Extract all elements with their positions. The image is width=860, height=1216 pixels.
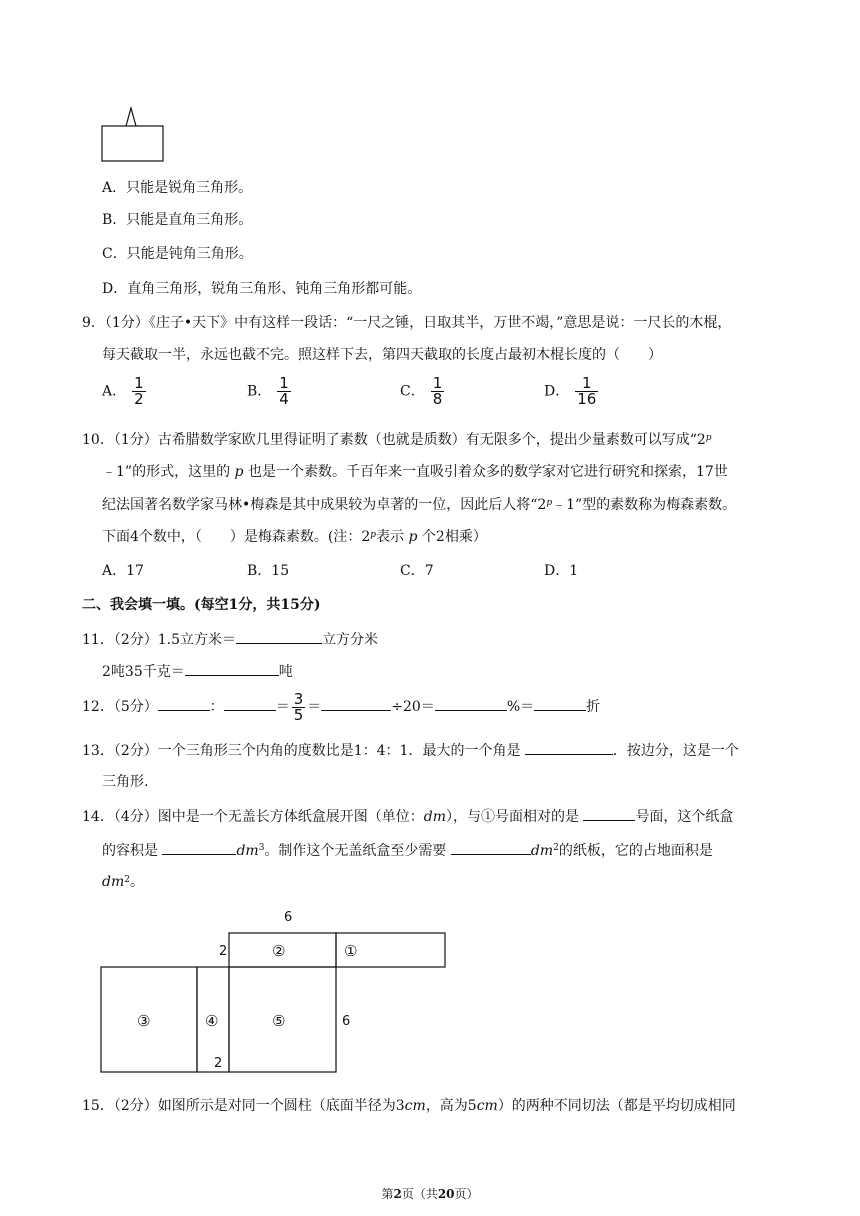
q9-option-b: B． $\frac{1}{4}$ xyxy=(247,374,289,408)
q12-line: 12．（5分） ： ＝ $\frac{3}{5}$ ＝ ÷20＝ %＝ 折 xyxy=(82,689,601,724)
q14-line1: 14．（4分）图中是一个无盖长方体纸盒展开图（单位：dm），与①号面相对的是 号面，这个纸盒 xyxy=(82,806,733,827)
q13-line1: 13．（2分）一个三角形三个内角的度数比是1：4：1．最大的一个角是 ．按边分，这是一个 xyxy=(82,740,739,761)
net-label-right: 6 xyxy=(342,1014,351,1029)
q8-option-c: C．只能是钝角三角形。 xyxy=(102,246,253,262)
face-5: ⑤ xyxy=(272,1012,286,1030)
q10-line2: ﹣1”的形式，这里的 p 也是一个素数。千百年来一直吸引着众多的数学家对它进行研究和探索，17世 xyxy=(102,464,728,480)
q15-line1: 15．（2分）如图所示是对同一个圆柱（底面半径为3cm，高为5cm）的两种不同切法（都是平均切成相同 xyxy=(82,1098,736,1114)
section-heading: 二、我会填一填。(每空1分，共15分) xyxy=(82,597,321,613)
q13-line2: 三角形. xyxy=(102,774,149,790)
q10-line3: 纪法国著名数学家马林•梅森是其中成果较为卓著的一位，因此后人将“2$^p$﹣1”型的素数称为梅森素数。 xyxy=(102,497,737,513)
q11-line2: 2吨35千克＝ 吨 xyxy=(102,661,293,682)
q9-option-a: A． $\frac{1}{2}$ xyxy=(102,374,144,408)
q9-option-d: D． $\frac{1}{16}$ xyxy=(544,374,597,408)
net-label-bottom: 2 xyxy=(214,1056,223,1071)
page-footer: 第2页（共20页） xyxy=(381,1187,479,1201)
face-1: ① xyxy=(344,942,358,960)
q9-option-c: C． $\frac{1}{8}$ xyxy=(400,374,443,408)
q11-line1: 11．（2分）1.5立方米＝ 立方分米 xyxy=(82,629,378,650)
triangle-figure xyxy=(100,106,166,164)
q14-line3: $dm^2$。 xyxy=(102,874,144,890)
q9-line2: 每天截取一半，永远也截不完。照这样下去，第四天截取的长度占最初木棍长度的（ ） xyxy=(102,347,662,363)
q10-option-b: B．15 xyxy=(247,563,290,579)
q10-option-a: A．17 xyxy=(102,563,144,579)
q10-option-d: D．1 xyxy=(544,563,579,579)
q8-option-d: D．直角三角形，锐角三角形、钝角三角形都可能。 xyxy=(102,281,422,297)
q10-option-c: C．7 xyxy=(400,563,434,579)
q10-line4: 下面4个数中，（ ）是梅森素数。(注：2$^p$表示 p 个2相乘） xyxy=(102,529,487,545)
q10-line1: 10．（1分）古希腊数学家欧几里得证明了素数（也就是质数）有无限多个，提出少量素数可以写成“2$^p$ xyxy=(82,432,712,448)
q9-line1: 9．（1分）《庄子•天下》中有这样一段话：“一尺之锤，日取其半，万世不竭，”意思是说：一尺长的木棍， xyxy=(82,315,732,331)
box-net-diagram xyxy=(0,900,860,1080)
face-3: ③ xyxy=(137,1012,151,1030)
net-label-top: 6 xyxy=(284,910,293,925)
face-2: ② xyxy=(272,942,286,960)
net-label-left: 2 xyxy=(219,944,228,959)
q8-option-b: B．只能是直角三角形。 xyxy=(102,212,253,228)
face-4: ④ xyxy=(205,1012,219,1030)
q14-line2: 的容积是 $dm^3$。制作这个无盖纸盒至少需要 $dm^2$的纸板，它的占地面积是 xyxy=(102,840,713,861)
q8-option-a: A．只能是锐角三角形。 xyxy=(102,180,253,196)
